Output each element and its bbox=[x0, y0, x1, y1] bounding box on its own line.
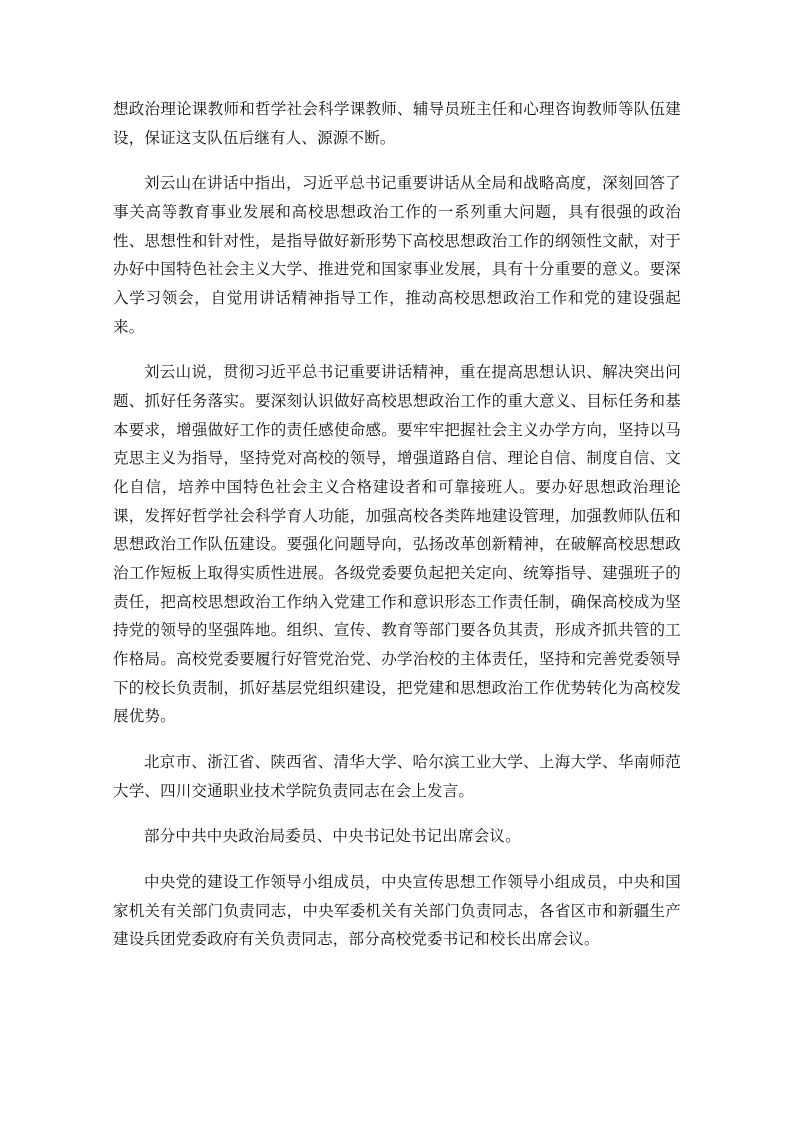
paragraph: 刘云山说，贯彻习近平总书记重要讲话精神，重在提高思想认识、解决突出问题、抓好任务落实。要深刻认识做好高校思想政治工作的重大意义、目标任务和基本要求，增强做好工作的责任感使命感。要牢牢把握社会主义办学方向，坚持以马克思主义为指导，坚持党对高校的领导，增强道路自信、理论自信、制度自信、文化自信，培养中国特色社会主义合格建设者和可靠接班人。要办好思想政治理论课，发挥好哲学社会科学育人功能，加强高校各类阵地建设管理，加强教师队伍和思想政治工作队伍建设。要强化问题导向，弘扬改革创新精神，在破解高校思想政治工作短板上取得实质性进展。各级党委要负起把关定向、统筹指导、建强班子的责任，把高校思想政治工作纳入党建工作和意识形态工作责任制，确保高校成为坚持党的领导的坚强阵地。组织、宣传、教育等部门要各负其责，形成齐抓共管的工作格局。高校党委要履行好管党治党、办学治校的主体责任，坚持和完善党委领导下的校长负责制，抓好基层党组织建设，把党建和思想政治工作优势转化为高校发展优势。 bbox=[113, 364, 681, 726]
document-body bbox=[113, 96, 681, 955]
paragraph: 刘云山在讲话中指出，习近平总书记重要讲话从全局和战略高度，深刻回答了事关高等教育事业发展和高校思想政治工作的一系列重大问题，具有很强的政治性、思想性和针对性，是指导做好新形势下高校思想政治工作的纲领性文献，对于办好中国特色社会主义大学、推进党和国家事业发展，具有十分重要的意义。要深入学习领会，自觉用讲话精神指导工作，推动高校思想政治工作和党的建设强起来。 bbox=[113, 175, 681, 336]
paragraph: 北京市、浙江省、陕西省、清华大学、哈尔滨工业大学、上海大学、华南师范大学、四川交通职业技术学院负责同志在会上发言。 bbox=[113, 754, 681, 800]
paragraph: 中央党的建设工作领导小组成员，中央宣传思想工作领导小组成员，中央和国家机关有关部门负责同志，中央军委机关有关部门负责同志，各省区市和新疆生产建设兵团党委政府有关负责同志，部分高校党委书记和校长出席会议。 bbox=[113, 874, 681, 949]
paragraph: 想政治理论课教师和哲学社会科学课教师、辅导员班主任和心理咨询教师等队伍建设，保证这支队伍后继有人、源源不断。 bbox=[113, 101, 681, 147]
paragraph: 部分中共中央政治局委员、中央书记处书记出席会议。 bbox=[144, 828, 521, 846]
